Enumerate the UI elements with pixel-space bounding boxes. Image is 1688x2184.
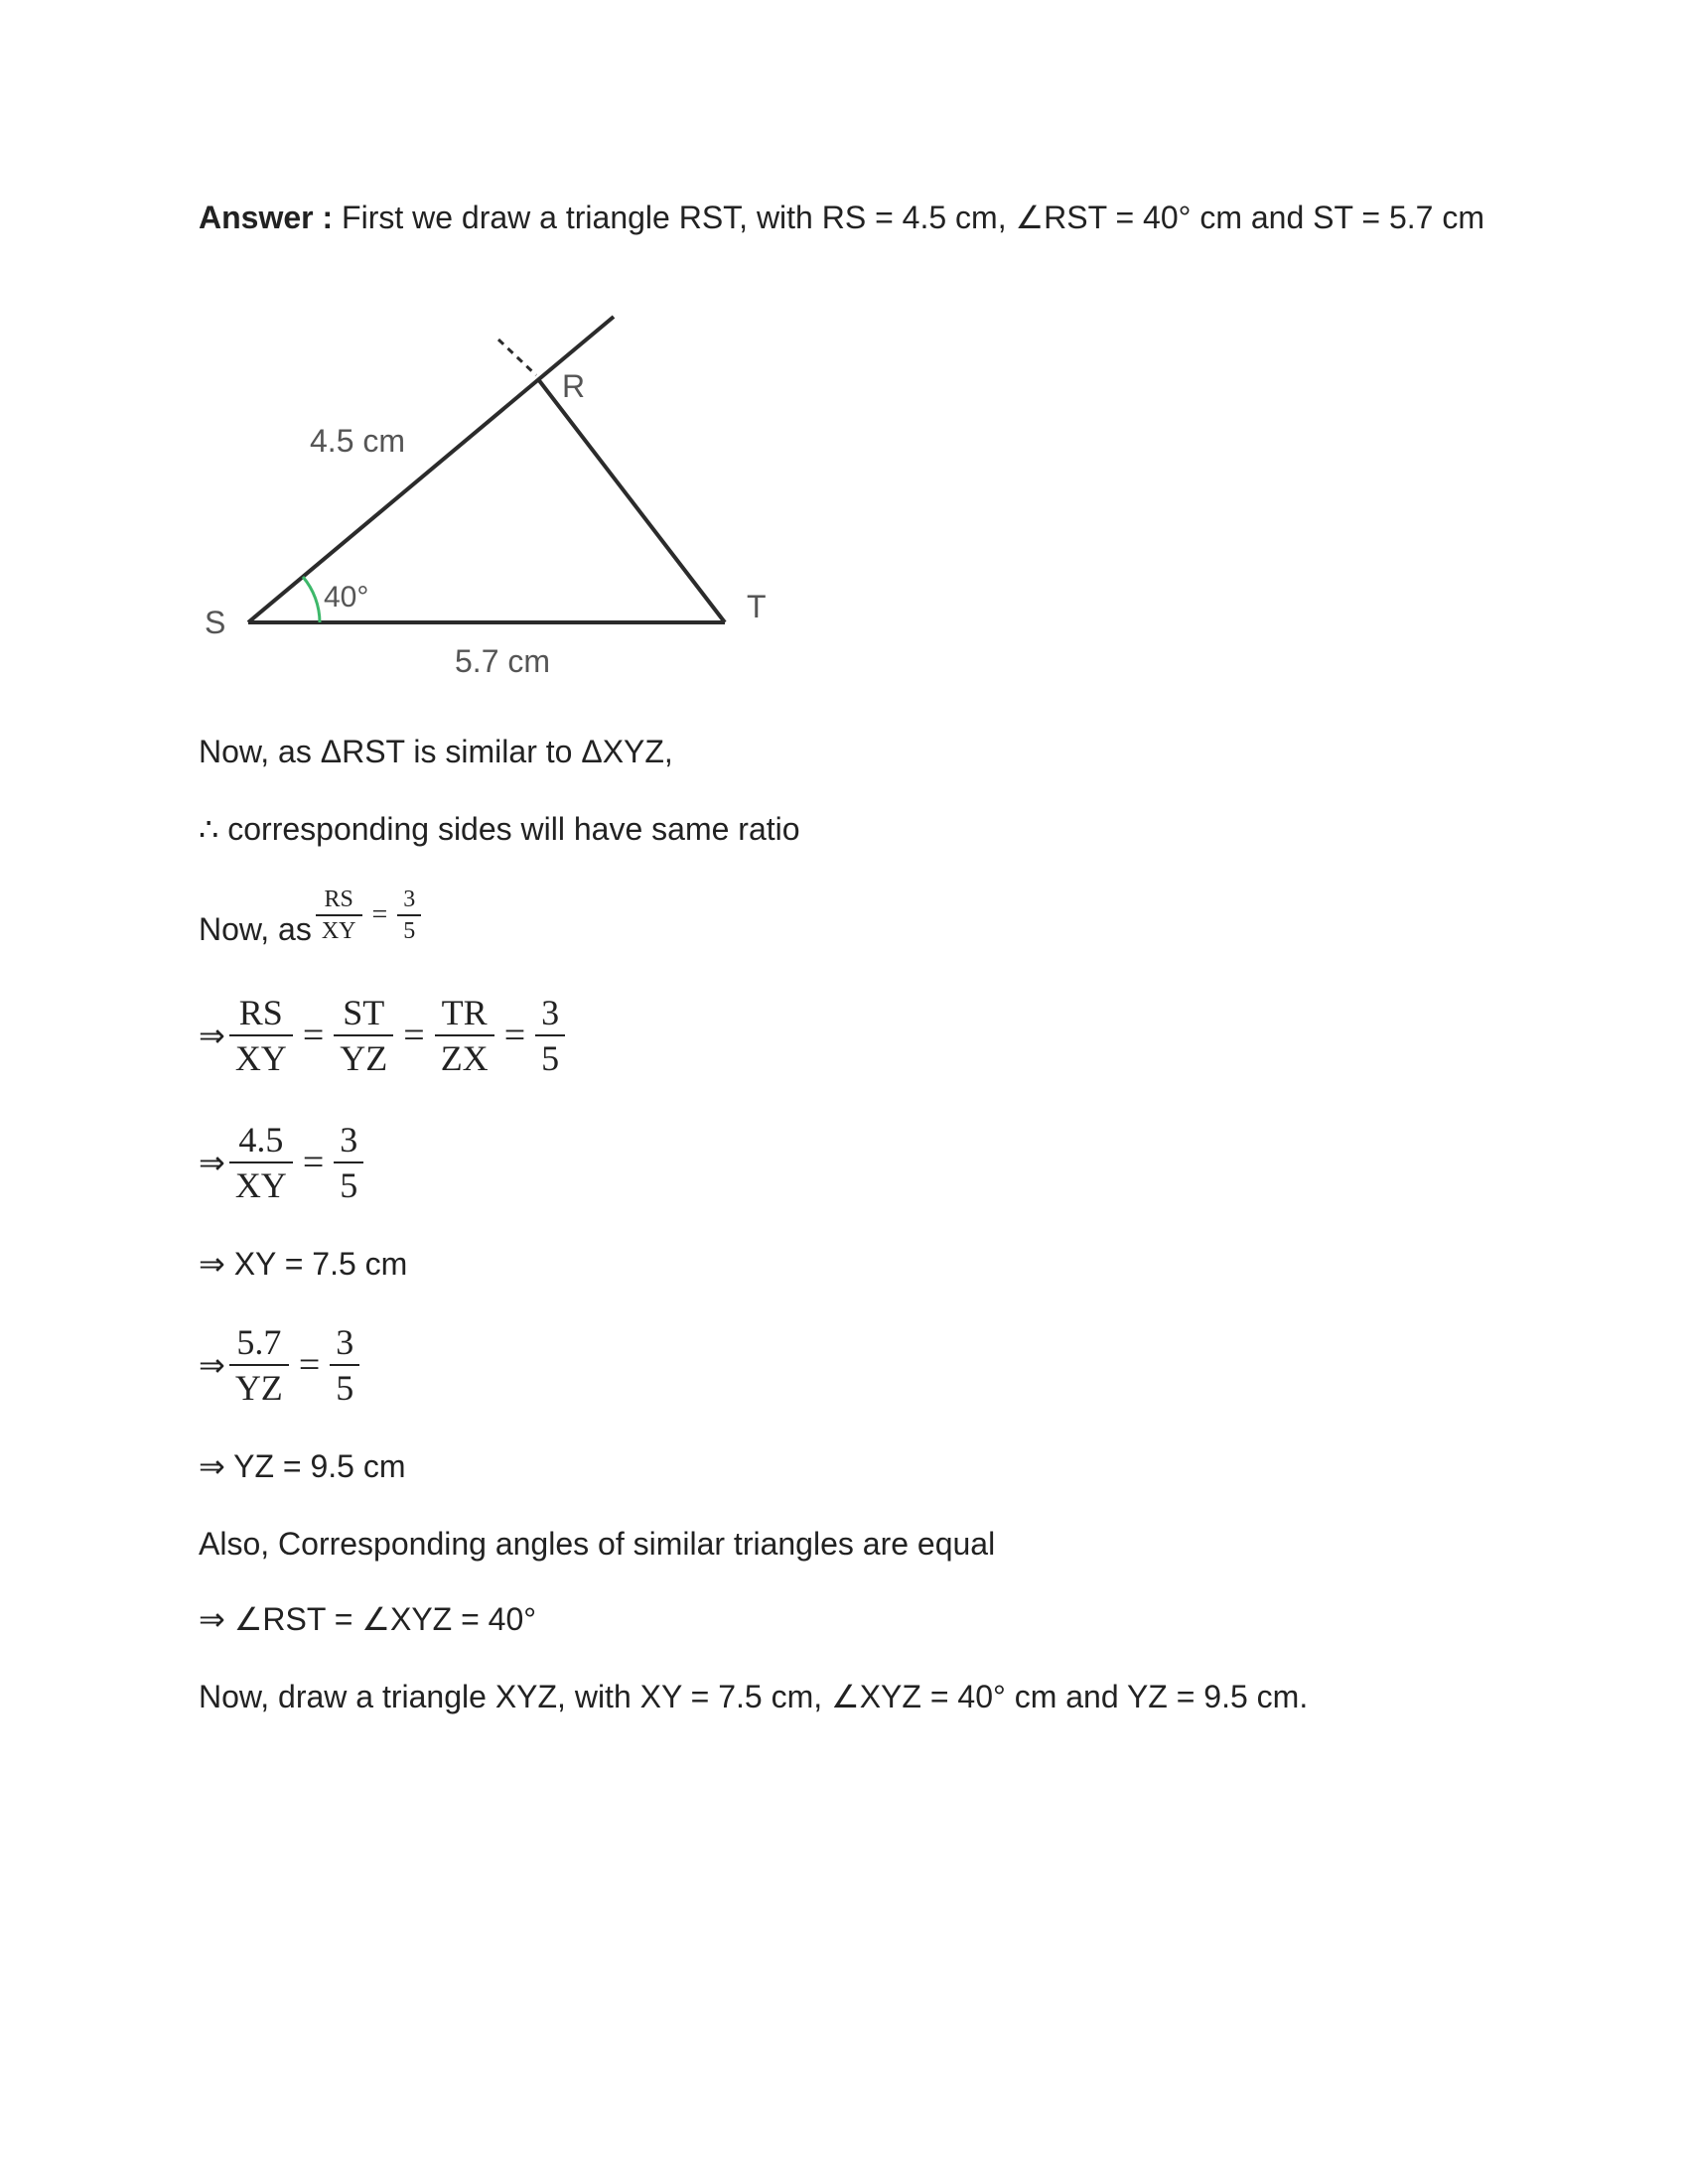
numerator: 4.5	[238, 1120, 284, 1160]
fraction-bar	[229, 1364, 289, 1366]
answer-intro	[199, 199, 1489, 236]
fraction-bar	[229, 1034, 293, 1036]
equals-sign: =	[298, 1344, 321, 1386]
numerator: 3	[336, 1322, 354, 1362]
angle-result: ⇒ ∠RST = ∠XYZ = 40°	[199, 1601, 537, 1637]
xy-result: ⇒ XY = 7.5 cm	[199, 1246, 408, 1282]
denominator: XY	[234, 1038, 287, 1078]
answer-intro-text: First we draw a triangle RST, with RS = 4.5 cm, ∠RST = 40° cm and ST = 5.7 cm	[342, 200, 1484, 235]
yz-equation	[199, 1322, 363, 1408]
equals-sign: =	[403, 1015, 425, 1056]
equals-sign: =	[371, 898, 388, 930]
vertex-r-label: R	[562, 368, 586, 404]
fraction-bar	[535, 1034, 565, 1036]
equals-sign: =	[302, 1015, 325, 1056]
denominator: 5	[541, 1038, 560, 1078]
fraction-bar	[316, 914, 362, 916]
angle-s-label: 40°	[324, 581, 369, 614]
xy-equation	[199, 1120, 367, 1205]
denominator: XY	[321, 917, 356, 944]
answer-label: Answer :	[199, 200, 334, 235]
triangle-rst-figure	[189, 298, 804, 695]
equals-sign: =	[503, 1015, 526, 1056]
side-st-label: 5.7 cm	[455, 643, 551, 679]
implies-arrow: ⇒	[199, 1018, 225, 1053]
numerator: 5.7	[236, 1322, 282, 1362]
implies-arrow: ⇒	[199, 1145, 225, 1180]
vertex-s-label: S	[205, 605, 226, 640]
now-as-text: Now, as	[199, 911, 312, 947]
denominator: 5	[340, 1165, 358, 1205]
numerator: 3	[340, 1120, 358, 1160]
denominator: YZ	[234, 1368, 283, 1408]
fraction-bar	[330, 1364, 359, 1366]
final-instruction: Now, draw a triangle XYZ, with XY = 7.5 cm, ∠XYZ = 40° cm and YZ = 9.5 cm.	[199, 1679, 1309, 1714]
ratio-chain-equation	[199, 993, 569, 1078]
numerator: ST	[343, 993, 385, 1032]
ratio-statement: ∴ corresponding sides will have same ratio	[199, 811, 800, 847]
equals-sign: =	[302, 1142, 325, 1183]
numerator: RS	[324, 886, 353, 912]
denominator: ZX	[440, 1038, 489, 1078]
denominator: 5	[403, 917, 416, 944]
fraction-3-5	[397, 887, 421, 944]
fraction-5-7-yz	[229, 1322, 289, 1408]
side-rs-label: 4.5 cm	[310, 423, 406, 459]
fraction-bar	[397, 914, 421, 916]
numerator: RS	[238, 993, 283, 1032]
numerator: TR	[441, 993, 488, 1032]
compass-mark-line	[498, 340, 536, 375]
numerator: 3	[541, 993, 560, 1032]
fraction-rs-xy	[229, 993, 293, 1078]
fraction-rs-xy	[316, 887, 362, 944]
fraction-3-5	[330, 1322, 359, 1408]
ray-from-s-line	[248, 317, 614, 622]
angles-equal-statement: Also, Corresponding angles of similar triangles are equal	[199, 1526, 996, 1562]
yz-result: ⇒ YZ = 9.5 cm	[199, 1448, 406, 1484]
ratio-given-equation	[199, 882, 425, 948]
fraction-3-5	[334, 1120, 363, 1205]
fraction-4-5-xy	[229, 1120, 293, 1205]
similar-statement: Now, as ΔRST is similar to ΔXYZ,	[199, 734, 673, 769]
fraction-st-yz	[334, 993, 393, 1078]
fraction-bar	[334, 1034, 393, 1036]
denominator: XY	[234, 1165, 287, 1205]
denominator: YZ	[340, 1038, 388, 1078]
denominator: 5	[336, 1368, 354, 1408]
side-rt-line	[538, 379, 725, 622]
vertex-t-label: T	[747, 589, 767, 624]
implies-arrow: ⇒	[199, 1347, 225, 1383]
angle-arc	[303, 577, 320, 622]
fraction-tr-zx	[435, 993, 494, 1078]
fraction-bar	[334, 1161, 363, 1163]
numerator: 3	[403, 886, 416, 912]
fraction-3-5	[535, 993, 565, 1078]
fraction-bar	[229, 1161, 293, 1163]
fraction-bar	[435, 1034, 494, 1036]
